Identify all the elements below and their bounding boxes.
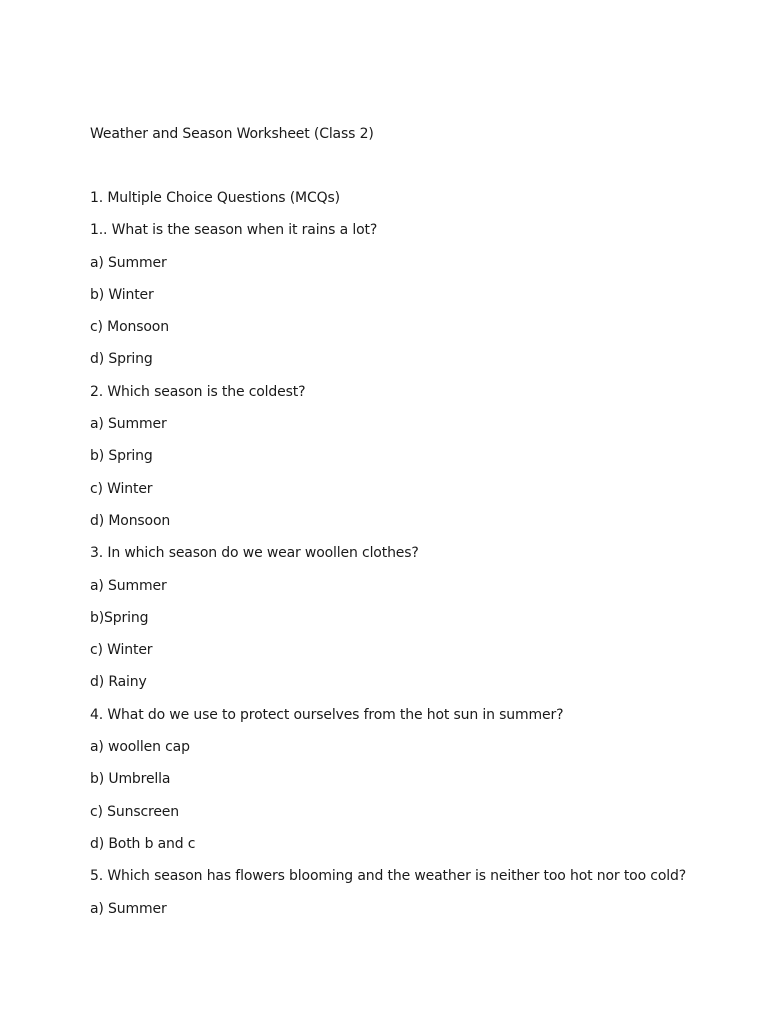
- option-3a: a) Summer: [90, 577, 167, 594]
- option-4d: d) Both b and c: [90, 835, 196, 852]
- option-2a: a) Summer: [90, 416, 167, 433]
- option-2b: b) Spring: [90, 448, 153, 465]
- option-1a: a) Summer: [90, 254, 167, 271]
- option-1d: d) Spring: [90, 351, 153, 368]
- option-3c: c) Winter: [90, 642, 153, 659]
- option-3b: b)Spring: [90, 609, 149, 626]
- question-3: 3. In which season do we wear woollen clothes?: [90, 545, 419, 562]
- question-1: 1.. What is the season when it rains a lot?: [90, 222, 378, 239]
- question-5: 5. Which season has flowers blooming and the weather is neither too hot nor too cold?: [90, 868, 687, 885]
- option-1b: b) Winter: [90, 286, 154, 303]
- question-2: 2. Which season is the coldest?: [90, 383, 306, 400]
- option-1c: c) Monsoon: [90, 319, 169, 336]
- option-4a: a) woollen cap: [90, 739, 190, 756]
- option-2d: d) Monsoon: [90, 512, 171, 529]
- option-4c: c) Sunscreen: [90, 803, 179, 820]
- option-2c: c) Winter: [90, 480, 153, 497]
- option-3d: d) Rainy: [90, 674, 147, 691]
- worksheet-content: [90, 124, 710, 931]
- option-5a: a) Summer: [90, 900, 167, 917]
- page-title: Weather and Season Worksheet (Class 2): [90, 126, 374, 142]
- section-heading: 1. Multiple Choice Questions (MCQs): [90, 190, 340, 206]
- option-4b: b) Umbrella: [90, 771, 171, 788]
- question-4: 4. What do we use to protect ourselves from the hot sun in summer?: [90, 706, 564, 723]
